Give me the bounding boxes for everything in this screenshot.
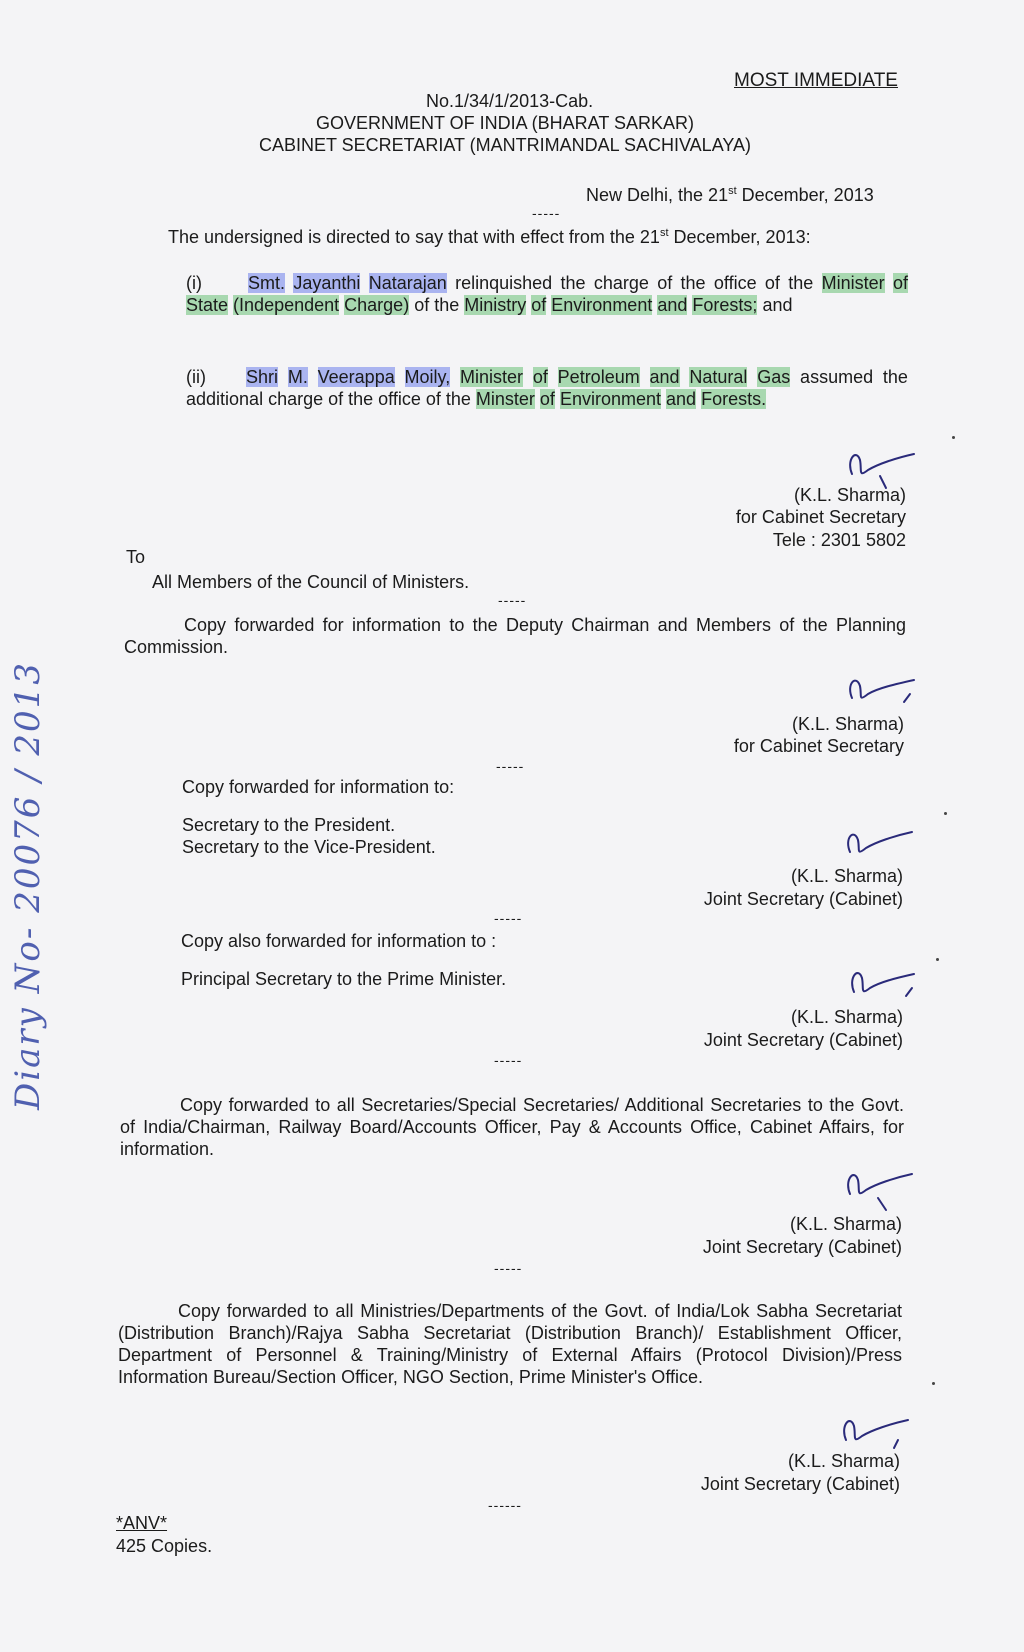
signature-mark: [838, 960, 918, 1006]
signatory-name: (K.L. Sharma): [793, 485, 906, 505]
copy-2-recipient: Secretary to the Vice-President.: [182, 837, 436, 857]
signatory-name: (K.L. Sharma): [790, 1007, 903, 1027]
government-title: GOVERNMENT OF INDIA (BHARAT SARKAR): [315, 113, 695, 133]
speck: [936, 958, 939, 961]
signatory-designation: for Cabinet Secretary: [735, 507, 906, 527]
anv-label: *ANV*: [116, 1513, 168, 1533]
copy-4-paragraph: Copy forwarded to all Secretaries/Special Secretaries/ Additional Secretaries to the Govt. of India/Chairman, Railway Board/Accounts Officer, Pay & Accounts Office, Cabinet Affairs, for information.: [120, 1095, 904, 1159]
separator: -----: [496, 758, 525, 774]
copy-5-paragraph: Copy forwarded to all Ministries/Departments of the Govt. of India/Lok Sabha Secretariat (Distribution Branch)/Rajya Sabha Secretariat (Distribution Branch)/ Establishment Officer, Department of Personnel & Training/Ministry of External Affairs (Protocol Division)/Press Information Bureau/Section Officer, NGO Section, Prime Minister's Office.: [118, 1301, 902, 1387]
signature-mark: [838, 668, 918, 712]
speck: [952, 436, 955, 439]
speck: [932, 1382, 935, 1385]
priority-label: MOST IMMEDIATE: [734, 70, 898, 91]
recipients: All Members of the Council of Ministers.: [152, 572, 470, 592]
signature-mark: [836, 1162, 916, 1212]
signatory-designation: for Cabinet Secretary: [733, 736, 904, 756]
signatory-name: (K.L. Sharma): [787, 1451, 900, 1471]
signatory-designation: Joint Secretary (Cabinet): [702, 1237, 902, 1257]
copy-1-paragraph: Copy forwarded for information to the Deputy Chairman and Members of the Planning Commission.: [124, 615, 906, 657]
signatory-designation: Joint Secretary (Cabinet): [700, 1474, 900, 1494]
copy-3-heading: Copy also forwarded for information to :: [181, 931, 497, 951]
speck: [944, 812, 947, 815]
copies-count: 425 Copies.: [116, 1536, 213, 1556]
intro-text: The undersigned is directed to say that with effect from the 21st December, 2013:: [168, 227, 811, 247]
diary-number-handwritten: Diary No- 20076 / 2013: [8, 661, 48, 1110]
item-1-paragraph: (i) Smt. Jayanthi Natarajan relinquished the charge of the office of the Minister of State (Independent Charge) of the Ministry of Environment and Forests; and: [186, 273, 908, 315]
signatory-designation: Joint Secretary (Cabinet): [703, 889, 903, 909]
copy-3-recipient: Principal Secretary to the Prime Minister.: [181, 969, 507, 989]
telephone-number: Tele : 2301 5802: [772, 530, 906, 550]
signatory-name: (K.L. Sharma): [790, 866, 903, 886]
office-title: CABINET SECRETARIAT (MANTRIMANDAL SACHIVALAYA): [258, 135, 752, 155]
copy-2-recipient: Secretary to the President.: [182, 815, 396, 835]
signatory-name: (K.L. Sharma): [789, 1214, 902, 1234]
signature-mark: [836, 822, 916, 866]
to-label: To: [126, 547, 146, 567]
place-date: New Delhi, the 21st December, 2013: [586, 185, 874, 205]
signature-mark: [838, 440, 918, 490]
item-2-paragraph: (ii) Shri M. Veerappa Moily, Minister of Petroleum and Natural Gas assumed the additional charge of the office of the Minster of Environment and Forests.: [186, 367, 908, 409]
reference-number: No.1/34/1/2013-Cab.: [426, 91, 594, 111]
separator: -----: [494, 1052, 523, 1068]
signature-mark: [832, 1408, 912, 1454]
copy-2-heading: Copy forwarded for information to:: [182, 777, 455, 797]
separator: -----: [494, 1260, 523, 1276]
separator: -----: [532, 205, 561, 221]
separator: -----: [498, 592, 527, 608]
separator: -----: [494, 910, 523, 926]
separator: ------: [488, 1497, 522, 1513]
signatory-name: (K.L. Sharma): [791, 714, 904, 734]
signatory-designation: Joint Secretary (Cabinet): [703, 1030, 903, 1050]
